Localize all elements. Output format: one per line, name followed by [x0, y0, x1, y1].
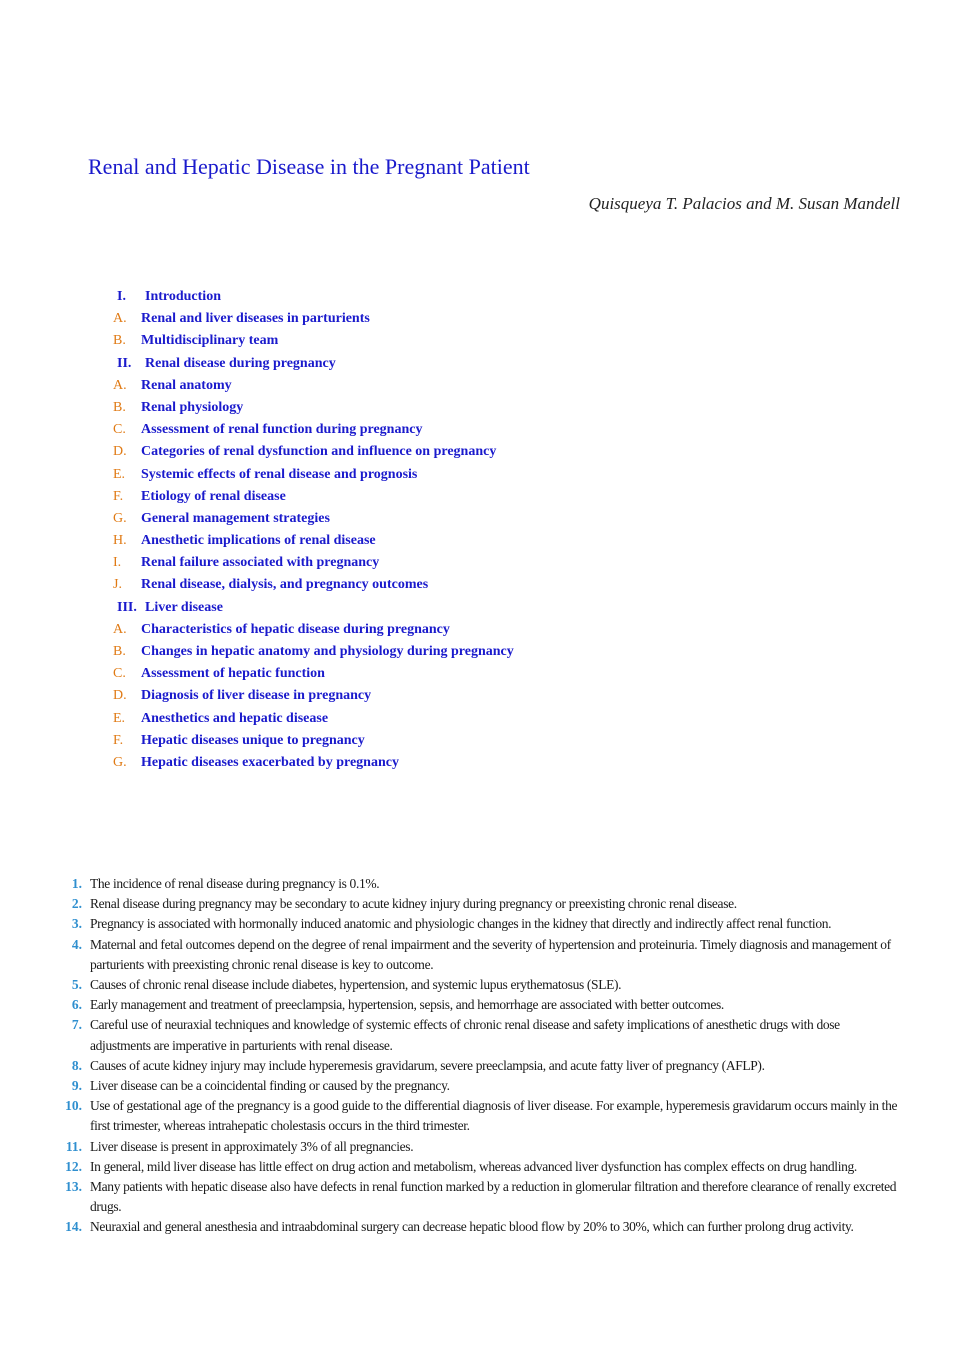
- key-point: [58, 874, 898, 894]
- outline-link[interactable]: Renal disease, dialysis, and pregnancy outcomes: [141, 577, 429, 593]
- outline-link[interactable]: Assessment of renal function during pregnancy: [141, 422, 423, 438]
- outline-item[interactable]: [113, 709, 514, 731]
- outline-marker: C.: [113, 422, 126, 438]
- outline-marker: F.: [113, 488, 124, 504]
- key-point: [58, 995, 898, 1015]
- outline-link[interactable]: Diagnosis of liver disease in pregnancy: [141, 688, 372, 704]
- key-point: [58, 1217, 898, 1237]
- key-point-text: Causes of chronic renal disease include diabetes, hypertension, and systemic lupus erythematosus (SLE).: [90, 977, 622, 993]
- key-point: [58, 1177, 898, 1217]
- outline-marker: E.: [113, 466, 126, 482]
- chapter-outline: [113, 287, 514, 775]
- outline-item[interactable]: [113, 575, 514, 597]
- outline-marker: D.: [113, 688, 127, 704]
- outline-link[interactable]: Characteristics of hepatic disease during pregnancy: [141, 621, 450, 637]
- outline-marker: A.: [113, 377, 127, 393]
- key-point-text: Careful use of neuraxial techniques and knowledge of systemic effects of chronic renal disease and safety implications of anesthetic drugs with dose adjustments are imperative in parturients with renal disease.: [90, 1017, 840, 1053]
- key-point-text: In general, mild liver disease has little effect on drug action and metabolism, whereas advanced liver dysfunction has complex effects on drug handling.: [90, 1158, 857, 1174]
- key-point-number: 5.: [71, 977, 82, 993]
- outline-link[interactable]: Categories of renal dysfunction and influence on pregnancy: [141, 444, 497, 460]
- outline-marker: I.: [117, 289, 126, 304]
- key-point-text: Neuraxial and general anesthesia and intraabdominal surgery can decrease hepatic blood flow by 20% to 30%, which can further prolong drug activity.: [90, 1219, 854, 1235]
- outline-link[interactable]: Systemic effects of renal disease and prognosis: [141, 466, 418, 482]
- outline-marker: III.: [117, 599, 137, 615]
- key-point-number: 6.: [71, 997, 82, 1013]
- chapter-title: Renal and Hepatic Disease in the Pregnant Patient: [88, 154, 530, 179]
- key-point-number: 1.: [71, 876, 82, 891]
- outline-item[interactable]: [113, 598, 514, 620]
- outline-item[interactable]: [113, 309, 514, 331]
- outline-marker: F.: [113, 732, 124, 748]
- outline-item[interactable]: [113, 553, 514, 575]
- key-point-number: 2.: [71, 896, 82, 912]
- key-point-number: 14.: [65, 1219, 82, 1235]
- key-point-text: Liver disease can be a coincidental finding or caused by the pregnancy.: [90, 1078, 450, 1094]
- outline-item[interactable]: [113, 442, 514, 464]
- outline-marker: D.: [113, 444, 127, 460]
- key-point-text: The incidence of renal disease during pregnancy is 0.1%.: [90, 876, 380, 891]
- key-point: [58, 935, 898, 975]
- outline-link[interactable]: Assessment of hepatic function: [141, 666, 325, 682]
- outline-marker: II.: [117, 355, 132, 371]
- outline-marker: J.: [113, 577, 122, 593]
- outline-link[interactable]: Anesthetic implications of renal disease: [141, 533, 376, 549]
- key-point-text: Renal disease during pregnancy may be secondary to acute kidney injury during pregnancy or preexisting chronic renal disease.: [90, 896, 737, 912]
- outline-item[interactable]: [113, 664, 514, 686]
- outline-item[interactable]: [113, 376, 514, 398]
- key-points-list: [58, 874, 898, 1238]
- key-point-text: Liver disease is present in approximately 3% of all pregnancies.: [90, 1138, 414, 1154]
- outline-item[interactable]: [113, 509, 514, 531]
- outline-link[interactable]: Anesthetics and hepatic disease: [141, 710, 329, 726]
- key-point-number: 3.: [71, 916, 82, 932]
- outline-item[interactable]: [113, 398, 514, 420]
- key-point: [58, 1015, 898, 1055]
- outline-link[interactable]: Multidisciplinary team: [141, 333, 279, 349]
- key-point-number: 11.: [65, 1138, 82, 1154]
- chapter-authors: Quisqueya T. Palacios and M. Susan Mandell: [588, 194, 900, 213]
- outline-item[interactable]: [113, 620, 514, 642]
- outline-marker: A.: [113, 621, 127, 637]
- outline-item[interactable]: [113, 487, 514, 509]
- outline-item[interactable]: [113, 753, 514, 775]
- key-point: [58, 1076, 898, 1096]
- outline-marker: A.: [113, 311, 127, 327]
- outline-item[interactable]: [113, 331, 514, 353]
- key-point-text: Pregnancy is associated with hormonally induced anatomic and physiologic changes in the kidney that directly and indirectly affect renal function.: [90, 916, 832, 932]
- outline-link[interactable]: Renal anatomy: [141, 377, 232, 393]
- key-point-number: 13.: [65, 1179, 82, 1195]
- outline-marker: H.: [113, 533, 127, 549]
- outline-link[interactable]: Renal failure associated with pregnancy: [141, 555, 380, 571]
- key-point-number: 9.: [71, 1078, 82, 1094]
- outline-link[interactable]: Hepatic diseases exacerbated by pregnancy: [141, 754, 399, 770]
- outline-item[interactable]: [113, 642, 514, 664]
- outline-item[interactable]: [113, 686, 514, 708]
- key-point-number: 12.: [65, 1158, 82, 1174]
- outline-link[interactable]: Liver disease: [145, 599, 223, 615]
- key-point-text: Use of gestational age of the pregnancy is a good guide to the differential diagnosis of liver disease. For example, hyperemesis gravidarum occurs mainly in the first trimester, whereas intrahepatic cholestasis occurs in the third trimester.: [90, 1098, 898, 1134]
- outline-link[interactable]: Hepatic diseases unique to pregnancy: [141, 732, 365, 748]
- key-point-number: 8.: [71, 1057, 82, 1073]
- outline-marker: C.: [113, 666, 126, 682]
- outline-marker: B.: [113, 333, 126, 349]
- outline-link[interactable]: Renal and liver diseases in parturients: [141, 311, 370, 327]
- key-point: [58, 914, 898, 934]
- key-point: [58, 1096, 898, 1136]
- outline-link[interactable]: Renal disease during pregnancy: [145, 355, 336, 371]
- key-point-number: 7.: [71, 1017, 82, 1033]
- key-point-number: 4.: [71, 936, 82, 952]
- key-point: [58, 1137, 898, 1157]
- key-point: [58, 1056, 898, 1076]
- outline-marker: B.: [113, 399, 126, 415]
- outline-link[interactable]: Etiology of renal disease: [141, 488, 286, 504]
- outline-item[interactable]: [113, 465, 514, 487]
- key-point: [58, 1157, 898, 1177]
- outline-marker: G.: [113, 510, 127, 526]
- key-point: [58, 894, 898, 914]
- outline-item[interactable]: [113, 731, 514, 753]
- outline-item[interactable]: [113, 531, 514, 553]
- outline-link[interactable]: Changes in hepatic anatomy and physiology during pregnancy: [141, 644, 514, 659]
- outline-marker: G.: [113, 754, 127, 770]
- outline-link[interactable]: General management strategies: [141, 510, 330, 526]
- outline-item[interactable]: [113, 420, 514, 442]
- key-point-text: Causes of acute kidney injury may include hyperemesis gravidarum, severe preeclampsia, and acute fatty liver of pregnancy (AFLP).: [90, 1057, 765, 1073]
- outline-marker: I.: [113, 555, 122, 571]
- key-point: [58, 975, 898, 995]
- outline-item[interactable]: [113, 354, 514, 376]
- outline-link[interactable]: Introduction: [145, 289, 221, 304]
- key-point-number: 10.: [65, 1098, 82, 1114]
- outline-marker: B.: [113, 644, 126, 659]
- outline-link[interactable]: Renal physiology: [141, 399, 244, 415]
- outline-marker: E.: [113, 710, 126, 726]
- key-point-text: Many patients with hepatic disease also have defects in renal function marked by a reduction in glomerular filtration and therefore clearance of renally excreted drugs.: [90, 1179, 897, 1215]
- key-point-text: Maternal and fetal outcomes depend on the degree of renal impairment and the severity of hypertension and proteinuria. Timely diagnosis and management of parturients with preexisting chronic renal disease is key to outcome.: [90, 936, 891, 972]
- outline-item[interactable]: [113, 287, 514, 309]
- key-point-text: Early management and treatment of preeclampsia, hypertension, sepsis, and hemorrhage are associated with better outcomes.: [90, 997, 724, 1013]
